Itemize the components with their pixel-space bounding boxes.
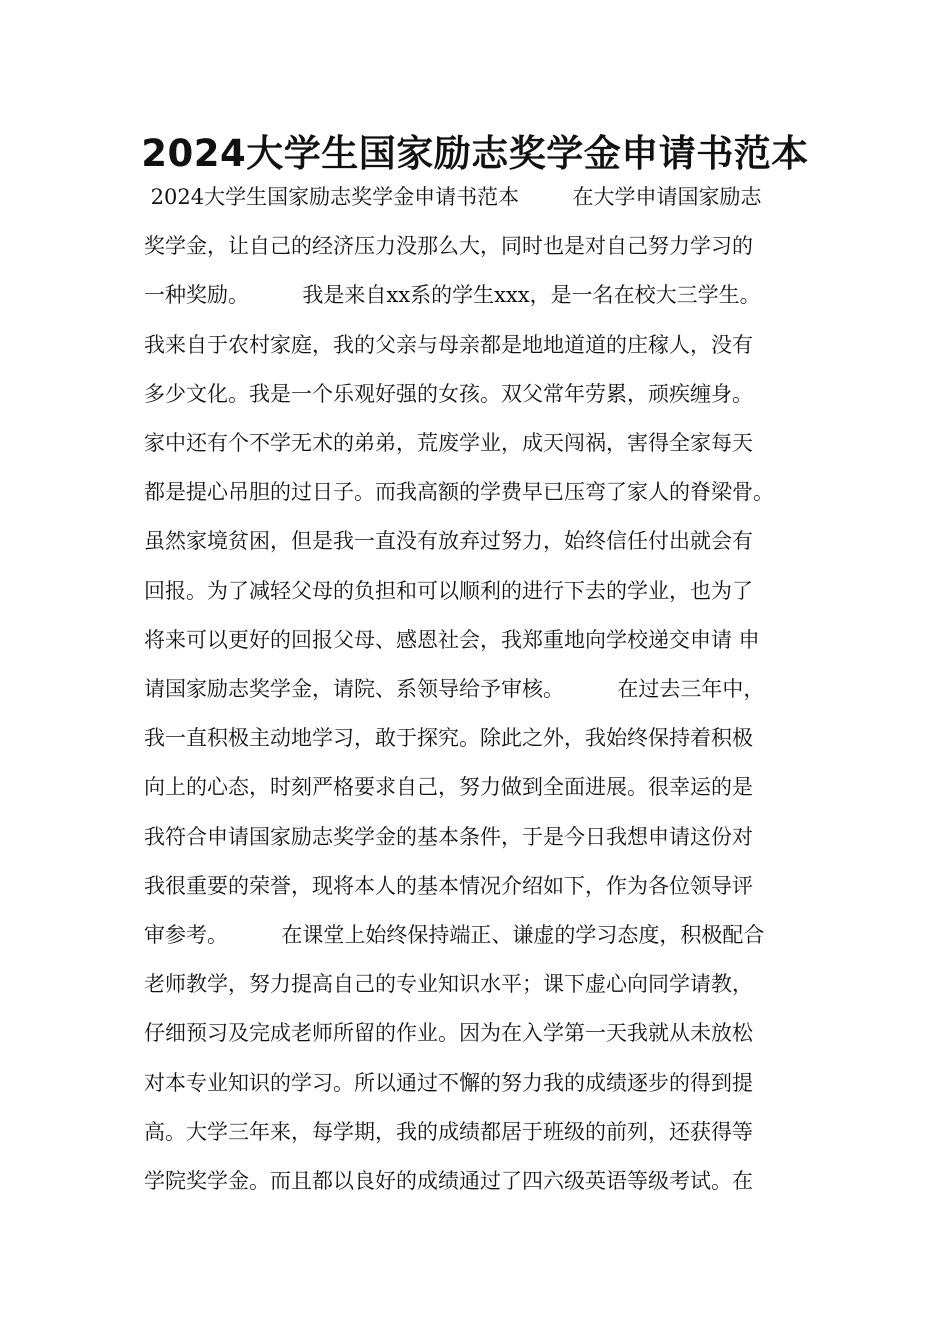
body-line: 我符合申请国家励志奖学金的基本条件，于是今日我想申请这份对 <box>144 824 753 849</box>
body-line: 都是提心吊胆的过日子。而我高额的学费早已压弯了家人的脊梁骨。 <box>144 480 774 505</box>
body-line: 一种奖励。 我是来自xx系的学生xxx，是一名在校大三学生。 <box>144 283 761 308</box>
body-line: 将来可以更好的回报父母、感恩社会，我郑重地向学校递交申请 申 <box>144 627 760 652</box>
body-line: 多少文化。我是一个乐观好强的女孩。双父常年劳累，顽疾缠身。 <box>144 381 753 406</box>
body-line: 奖学金，让自己的经济压力没那么大，同时也是对自己努力学习的 <box>144 234 753 259</box>
body-line: 高。大学三年来，每学期，我的成绩都居于班级的前列，还获得等 <box>144 1119 753 1144</box>
body-line: 仔细预习及完成老师所留的作业。因为在入学第一天我就从未放松 <box>144 1021 753 1046</box>
body-line: 老师教学，努力提高自己的专业知识水平；课下虚心向同学请教， <box>144 972 753 997</box>
body-line: 审参考。 在课堂上始终保持端正、谦虚的学习态度，积极配合 <box>144 923 765 947</box>
body-line: 请国家励志奖学金，请院、系领导给予审核。 在过去三年中， <box>144 677 765 701</box>
body-line: 对本专业知识的学习。所以通过不懈的努力我的成绩逐步的得到提 <box>144 1070 753 1095</box>
document-title: 2024大学生国家励志奖学金申请书范本 <box>141 132 809 175</box>
body-line: 虽然家境贫困，但是我一直没有放弃过努力，始终信任付出就会有 <box>144 529 753 554</box>
body-line: 我一直积极主动地学习，敢于探究。除此之外，我始终保持着积极 <box>144 726 753 751</box>
body-line: 家中还有个不学无术的弟弟，荒废学业，成天闯祸，害得全家每天 <box>144 431 753 455</box>
body-line: 回报。为了减轻父母的负担和可以顺利的进行下去的学业，也为了 <box>144 578 753 603</box>
body-line: 我来自于农村家庭，我的父亲与母亲都是地地道道的庄稼人，没有 <box>144 332 753 357</box>
body-line: 向上的心态，时刻严格要求自己，努力做到全面进展。很幸运的是 <box>144 775 753 800</box>
body-line: 我很重要的荣誉，现将本人的基本情况介绍如下，作为各位领导评 <box>144 873 753 898</box>
body-line: 2024大学生国家励志奖学金申请书范本 在大学申请国家励志 <box>144 185 762 209</box>
body-line: 学院奖学金。而且都以良好的成绩通过了四六级英语等级考试。在 <box>144 1169 753 1193</box>
